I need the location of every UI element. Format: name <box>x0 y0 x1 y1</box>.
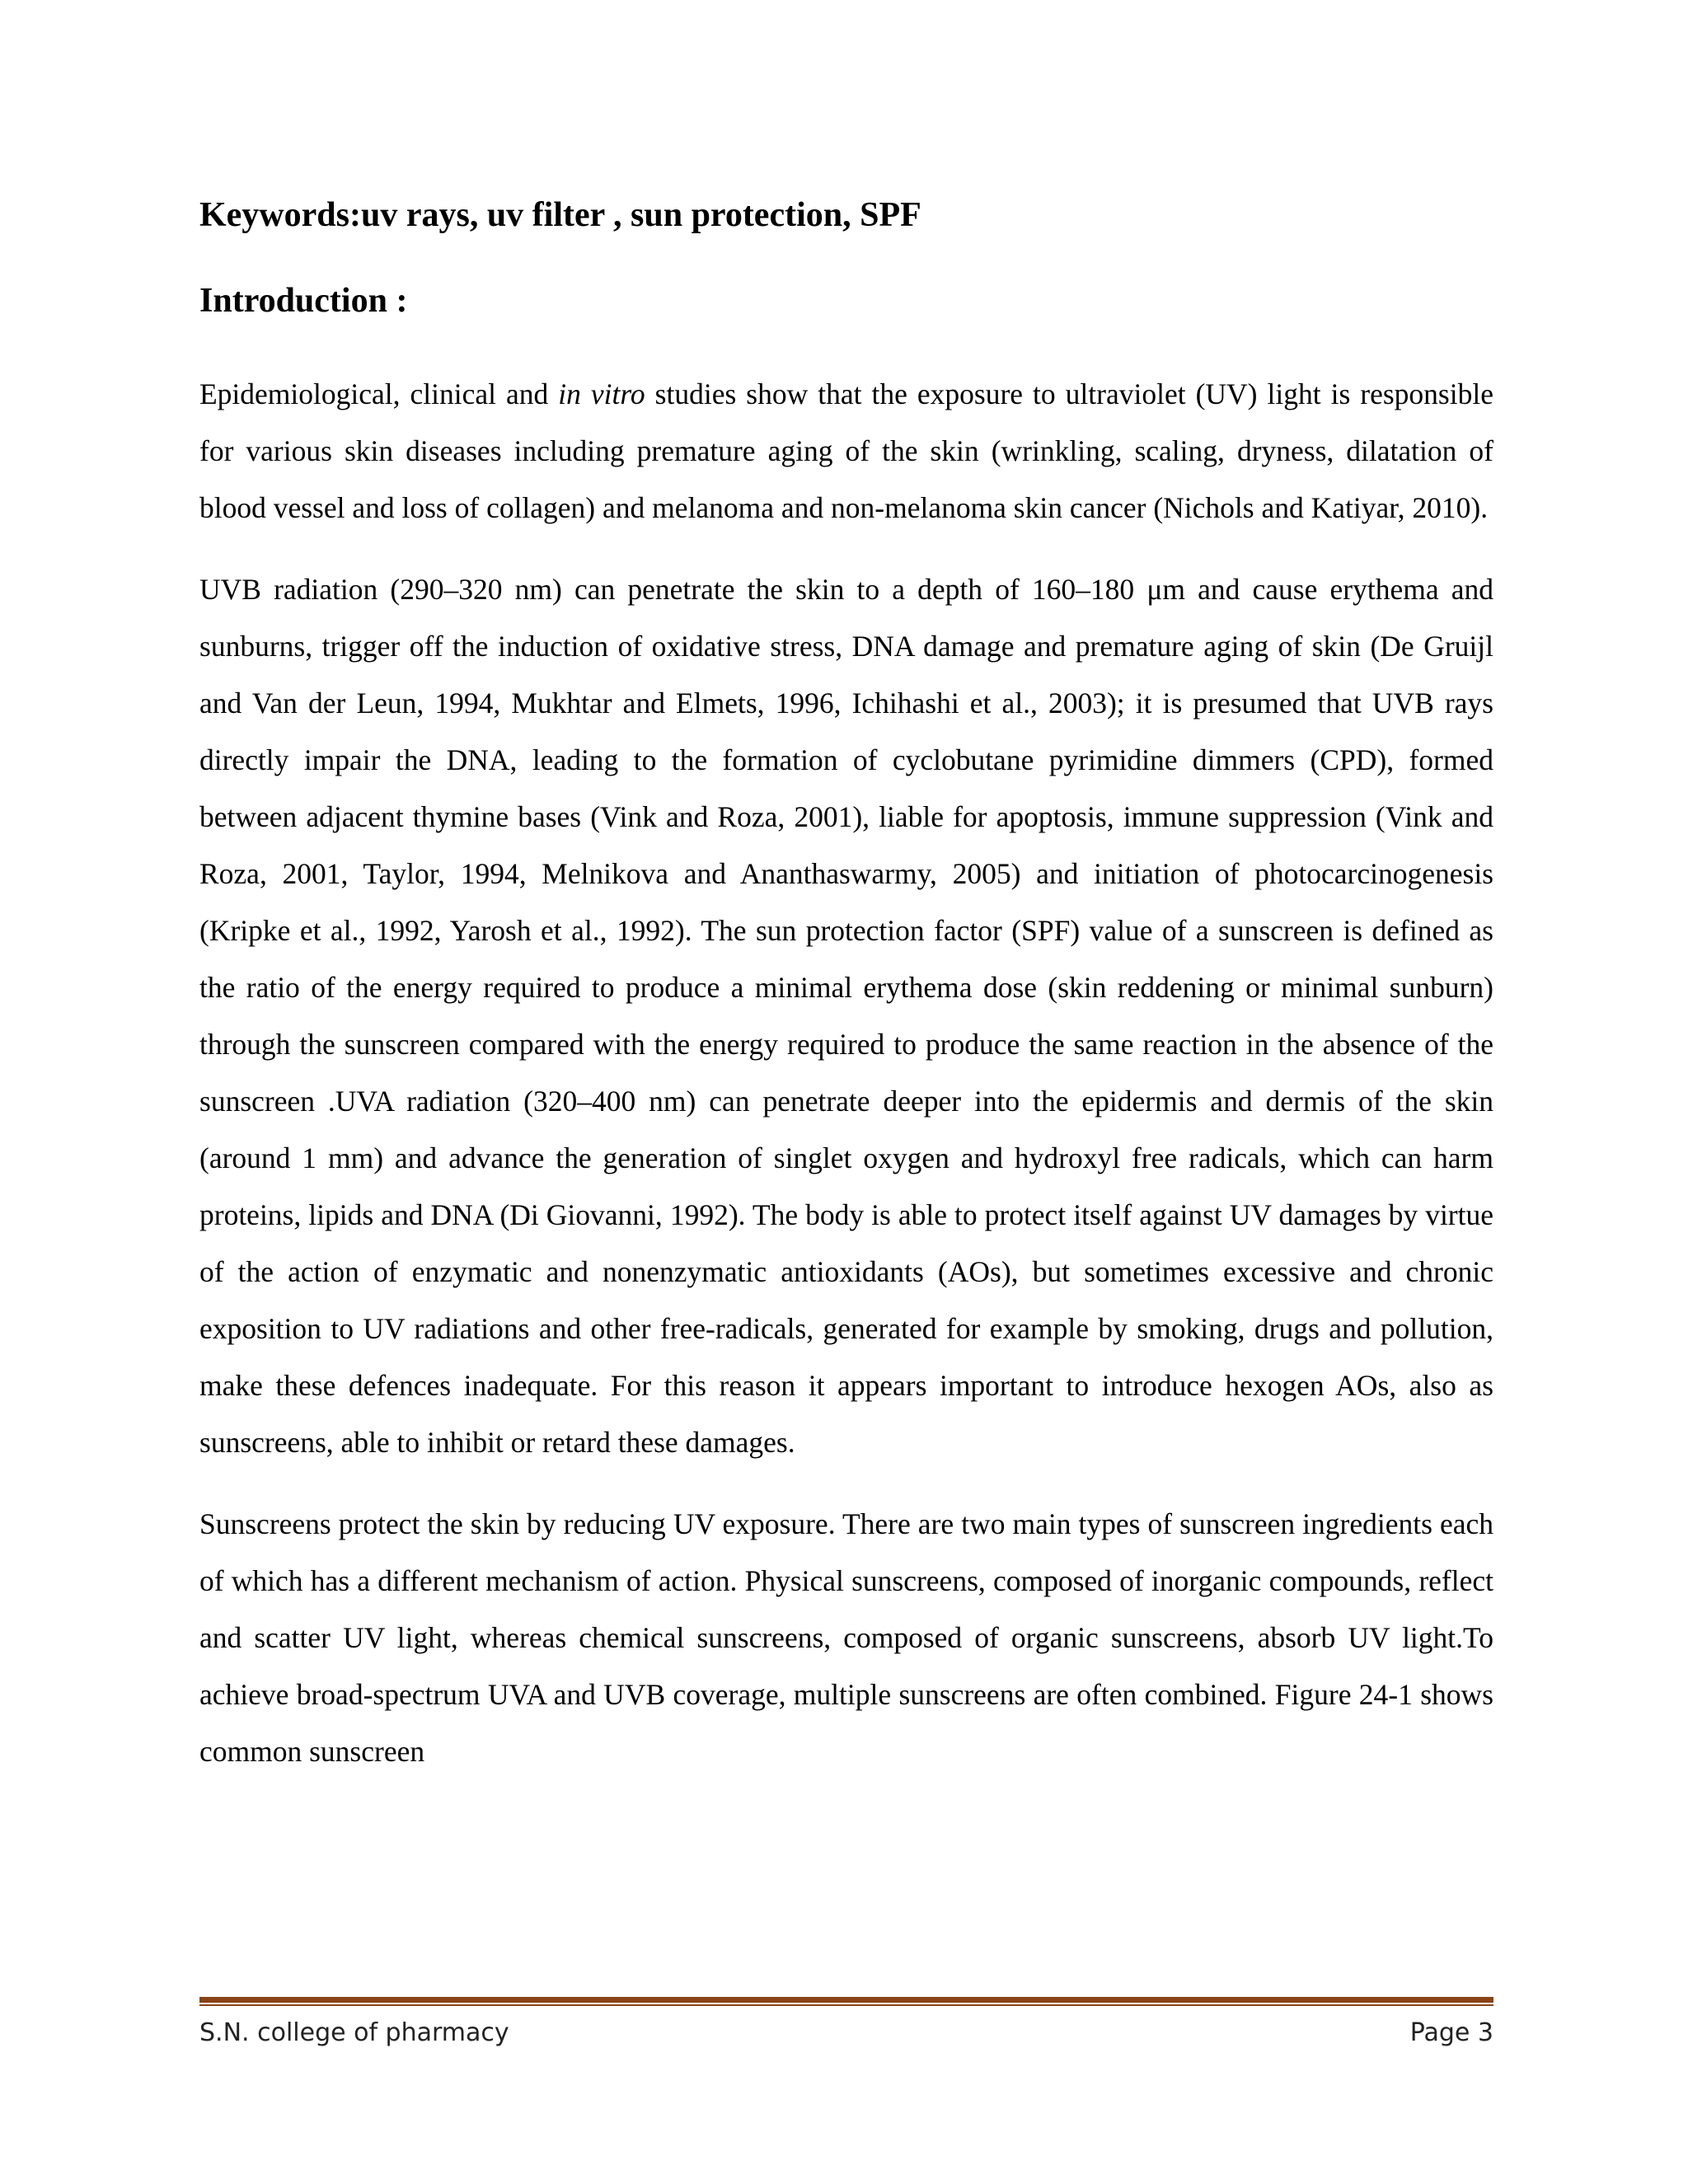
footer-rule-thick <box>199 1997 1493 2003</box>
keywords-heading: Keywords:uv rays, uv filter , sun protection, SPF <box>199 196 921 234</box>
footer-college-name: S.N. college of pharmacy <box>199 2018 509 2047</box>
introduction-heading: Introduction : <box>199 282 408 320</box>
paragraph-1 <box>199 366 1493 537</box>
footer-rule-thin <box>199 2004 1493 2006</box>
paragraph-1-text-b: studies show that the exposure to ultraviolet (UV) light is responsible for various skin diseases including premature aging of the skin (wrinkling, scaling, dryness, dilatation of blood vessel and loss of collagen) and melanoma and non-melanoma skin cancer (Nichols and Katiyar, 2010). <box>199 377 1493 524</box>
paragraph-1-italic: in vitro <box>558 377 645 410</box>
footer-rule <box>199 1997 1493 2007</box>
page-footer <box>199 2013 1493 2054</box>
paragraph-2: UVB radiation (290–320 nm) can penetrate the skin to a depth of 160–180 μm and cause erythema and sunburns, trigger off the induction of oxidative stress, DNA damage and premature aging of skin (De Gruijl and Van der Leun, 1994, Mukhtar and Elmets, 1996, Ichihashi et al., 2003); it is presumed that UVB rays directly impair the DNA, leading to the formation of cyclobutane pyrimidine dimmers (CPD), formed between adjacent thymine bases (Vink and Roza, 2001), liable for apoptosis, immune suppression (Vink and Roza, 2001, Taylor, 1994, Melnikova and Ananthaswarmy, 2005) and initiation of photocarcinogenesis (Kripke et al., 1992, Yarosh et al., 1992). The sun protection factor (SPF) value of a sunscreen is defined as the ratio of the energy required to produce a minimal erythema dose (skin reddening or minimal sunburn) through the sunscreen compared with the energy required to produce the same reaction in the absence of the sunscreen .UVA radiation (320–400 nm) can penetrate deeper into the epidermis and dermis of the skin (around 1 mm) and advance the generation of singlet oxygen and hydroxyl free radicals, which can harm proteins, lipids and DNA (Di Giovanni, 1992). The body is able to protect itself against UV damages by virtue of the action of enzymatic and nonenzymatic antioxidants (AOs), but sometimes excessive and chronic exposition to UV radiations and other free-radicals, generated for example by smoking, drugs and pollution, make these defences inadequate. For this reason it appears important to introduce hexogen AOs, also as sunscreens, able to inhibit or retard these damages. <box>199 573 1493 1459</box>
document-body <box>199 194 1493 1780</box>
footer-page-number: Page 3 <box>1409 2018 1493 2047</box>
paragraph-3: Sunscreens protect the skin by reducing UV exposure. There are two main types of sunscreen ingredients each of which has a different mechanism of action. Physical sunscreens, composed of inorganic compounds, reflect and scatter UV light, whereas chemical sunscreens, composed of organic sunscreens, absorb UV light.To achieve broad-spectrum UVA and UVB coverage, multiple sunscreens are often combined. Figure 24-1 shows common sunscreen <box>199 1507 1493 1768</box>
paragraph-1-text-a: Epidemiological, clinical and <box>199 377 559 410</box>
